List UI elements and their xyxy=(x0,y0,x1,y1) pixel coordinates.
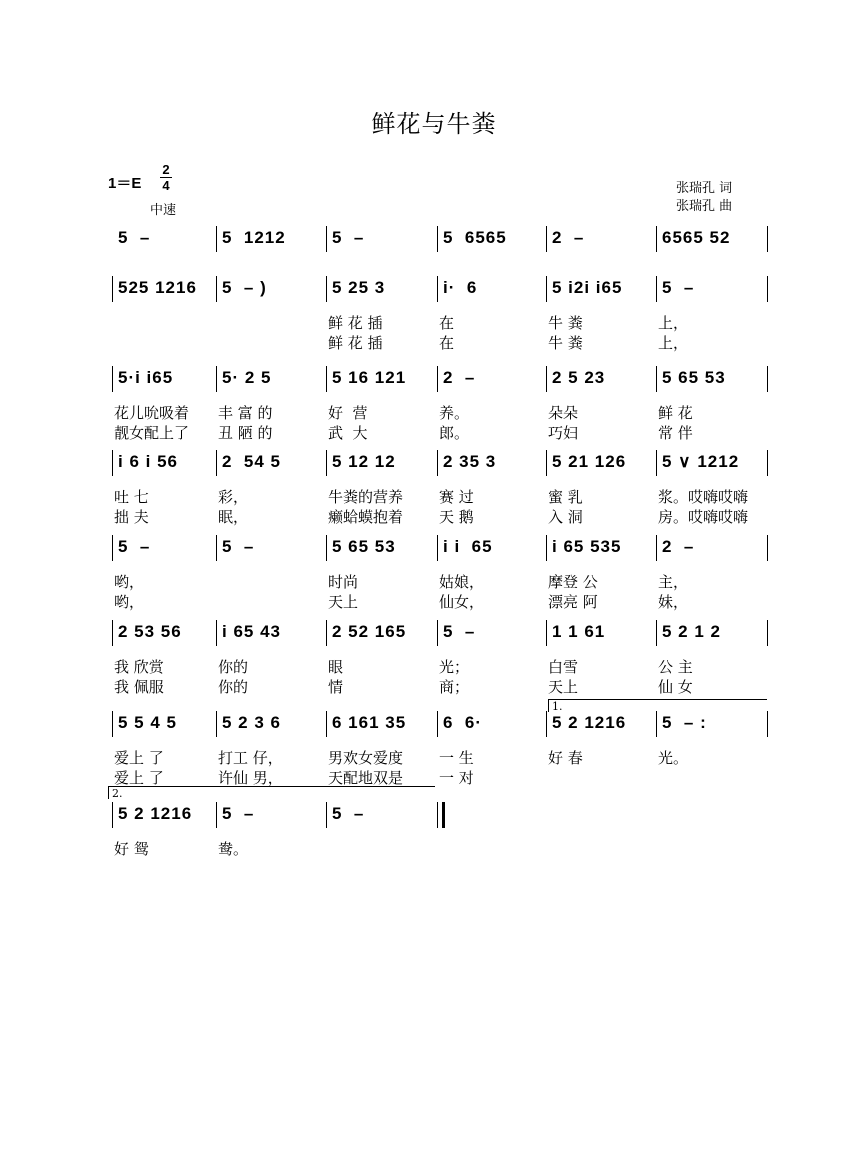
measure-notes: 2 5 23 xyxy=(552,368,606,387)
barline xyxy=(437,366,438,392)
lyric-line: 你的 xyxy=(218,658,249,676)
lyric-line: 上， xyxy=(658,314,689,332)
lyric-line: 丰 富 的 xyxy=(218,404,273,422)
measure-notes: 5 16 121 xyxy=(332,368,407,387)
measure-notes: 5 25 3 xyxy=(332,278,386,297)
barline xyxy=(112,450,113,476)
measure-notes: 5 – xyxy=(332,228,365,247)
lyric-line: 鲜 花 xyxy=(658,404,693,422)
lyric-line: 鸯。 xyxy=(218,840,249,858)
lyric-line: 漂亮 阿 xyxy=(548,593,598,611)
measure-notes: 1 1 61 xyxy=(552,622,606,641)
lyric-line: 主， xyxy=(658,573,689,591)
barline xyxy=(112,276,113,302)
measure-notes: 5 2 1 2 xyxy=(662,622,721,641)
barline xyxy=(437,802,438,828)
measure-notes: 2 – xyxy=(443,368,476,387)
barline xyxy=(546,620,547,646)
lyric-line: 牛粪的营养 xyxy=(328,488,404,506)
measure-notes: i 6 i 56 xyxy=(118,452,178,471)
barline xyxy=(326,535,327,561)
barline xyxy=(216,226,217,252)
barline xyxy=(216,620,217,646)
barline xyxy=(437,711,438,737)
barline xyxy=(326,276,327,302)
barline xyxy=(767,366,768,392)
lyric-line: 眠， xyxy=(218,508,249,526)
lyric-line: 蜜 乳 xyxy=(548,488,583,506)
lyric-line: 房。哎嗨哎嗨 xyxy=(658,508,749,526)
barline xyxy=(112,366,113,392)
barline xyxy=(437,276,438,302)
lyric-line: 花儿吮吸着 xyxy=(114,404,190,422)
barline xyxy=(767,276,768,302)
lyric-line: 眼 xyxy=(328,658,344,676)
barline xyxy=(546,226,547,252)
measure-notes: 5 i2i i65 xyxy=(552,278,623,297)
lyric-line: 公 主 xyxy=(658,658,693,676)
song-title: 鲜花与牛粪 xyxy=(371,110,497,138)
barline xyxy=(112,802,113,828)
lyric-line: 白雪 xyxy=(548,658,579,676)
lyric-line: 时尚 xyxy=(328,573,359,591)
lyric-line: 妹， xyxy=(658,593,689,611)
lyric-line: 好 春 xyxy=(548,749,583,767)
barline xyxy=(326,802,327,828)
barline xyxy=(767,226,768,252)
barline xyxy=(216,366,217,392)
measure-notes: 5 2 1216 xyxy=(118,804,193,823)
measure-notes: 5 – xyxy=(222,537,255,556)
measure-notes: i 65 43 xyxy=(222,622,281,641)
barline xyxy=(656,535,657,561)
lyric-line: 赛 过 xyxy=(439,488,474,506)
barline xyxy=(656,711,657,737)
lyric-line: 我 佩服 xyxy=(114,678,164,696)
lyric-line: 仙 女 xyxy=(658,678,693,696)
barline xyxy=(767,620,768,646)
lyric-line: 商； xyxy=(439,678,470,696)
measure-notes: 5 65 53 xyxy=(662,368,726,387)
volta-label: 1. xyxy=(552,700,563,713)
measure-notes: 5 – xyxy=(332,804,365,823)
barline xyxy=(656,276,657,302)
lyric-line: 仙女， xyxy=(439,593,485,611)
measure-notes: 5 – : xyxy=(662,713,707,732)
barline xyxy=(326,711,327,737)
measure-notes: 6565 52 xyxy=(662,228,731,247)
barline xyxy=(216,450,217,476)
measure-notes: 2 – xyxy=(552,228,585,247)
barline xyxy=(546,535,547,561)
lyric-line: 丑 陋 的 xyxy=(218,424,273,442)
measure-notes: 5 1212 xyxy=(222,228,286,247)
barline xyxy=(546,366,547,392)
barline xyxy=(326,366,327,392)
measure-notes: 5 2 1216 xyxy=(552,713,627,732)
lyric-line: 光。 xyxy=(658,749,689,767)
measure-notes: 5 – xyxy=(118,537,151,556)
time-signature-bottom: 4 xyxy=(162,178,170,193)
tempo-marking: 中速 xyxy=(150,203,177,218)
measure-notes: 525 1216 xyxy=(118,278,197,297)
measure-notes: i 65 535 xyxy=(552,537,622,556)
measure-notes: 5 12 12 xyxy=(332,452,396,471)
lyric-line: 牛 粪 xyxy=(548,314,583,332)
lyric-line: 爱上 了 xyxy=(114,749,164,767)
barline xyxy=(767,535,768,561)
barline xyxy=(112,535,113,561)
barline xyxy=(437,450,438,476)
barline xyxy=(546,276,547,302)
lyric-line: 拙 夫 xyxy=(114,508,149,526)
barline xyxy=(216,535,217,561)
lyric-line: 哟， xyxy=(114,573,145,591)
lyric-line: 常 伴 xyxy=(658,424,693,442)
lyric-line: 好 营 xyxy=(328,404,368,422)
measure-notes: 6 6· xyxy=(443,713,483,732)
measure-notes: 5 – xyxy=(443,622,476,641)
lyric-line: 入 洞 xyxy=(548,508,583,526)
measure-notes: 2 – xyxy=(662,537,695,556)
lyric-line: 鲜 花 插 xyxy=(328,314,383,332)
lyric-line: 姑娘， xyxy=(439,573,485,591)
lyric-line: 朵朵 xyxy=(548,404,579,422)
lyric-line: 哟， xyxy=(114,593,145,611)
measure-notes: 5 21 126 xyxy=(552,452,627,471)
lyric-line: 巧妇 xyxy=(548,424,579,442)
key-signature: 1＝E xyxy=(108,175,142,192)
lyric-line: 上， xyxy=(658,334,689,352)
barline xyxy=(326,450,327,476)
barline xyxy=(546,711,547,737)
lyric-line: 许仙 男， xyxy=(218,769,283,787)
lyric-line: 好 鸳 xyxy=(114,840,149,858)
barline xyxy=(437,620,438,646)
barline xyxy=(656,620,657,646)
measure-notes: 5 – xyxy=(222,804,255,823)
lyric-line: 情 xyxy=(328,678,344,696)
measure-notes: 2 54 5 xyxy=(222,452,281,471)
barline xyxy=(767,450,768,476)
measure-notes: 2 52 165 xyxy=(332,622,407,641)
lyric-line: 摩登 公 xyxy=(548,573,598,591)
lyric-line: 在 xyxy=(439,314,455,332)
barline xyxy=(767,711,768,737)
lyric-line: 男欢女爱度 xyxy=(328,749,404,767)
measure-notes: 5 – ) xyxy=(222,278,267,297)
lyric-line: 郎。 xyxy=(439,424,470,442)
measure-notes: 5 2 3 6 xyxy=(222,713,281,732)
lyricist-credit: 张瑞孔 词 xyxy=(676,181,733,196)
barline xyxy=(437,226,438,252)
lyric-line: 在 xyxy=(439,334,455,352)
lyric-line: 你的 xyxy=(218,678,249,696)
barline xyxy=(656,366,657,392)
barline xyxy=(546,450,547,476)
barline xyxy=(656,450,657,476)
barline xyxy=(437,535,438,561)
measure-notes: 5 – xyxy=(662,278,695,297)
lyric-line: 鲜 花 插 xyxy=(328,334,383,352)
measure-notes: 5 – xyxy=(118,228,151,247)
second-ending-bracket xyxy=(108,786,435,799)
lyric-line: 一 对 xyxy=(439,769,474,787)
measure-notes: i i 65 xyxy=(443,537,493,556)
first-ending-bracket xyxy=(548,699,767,712)
measure-notes: 6 161 35 xyxy=(332,713,407,732)
measure-notes: 5 5 4 5 xyxy=(118,713,177,732)
lyric-line: 养。 xyxy=(439,404,470,422)
measure-notes: 5·i i65 xyxy=(118,368,174,387)
final-barline xyxy=(442,802,445,828)
lyric-line: 彩， xyxy=(218,488,249,506)
barline xyxy=(216,276,217,302)
barline xyxy=(216,802,217,828)
measure-notes: 2 53 56 xyxy=(118,622,182,641)
measure-notes: 2 35 3 xyxy=(443,452,497,471)
lyric-line: 癞蛤蟆抱着 xyxy=(328,508,404,526)
barline xyxy=(656,226,657,252)
measure-notes: 5 ∨ 1212 xyxy=(662,452,740,471)
lyric-line: 吐 七 xyxy=(114,488,149,506)
lyric-line: 靓女配上了 xyxy=(114,424,190,442)
barline xyxy=(112,620,113,646)
lyric-line: 天上 xyxy=(328,593,359,611)
volta-label: 2. xyxy=(112,787,123,800)
measure-notes: i· 6 xyxy=(443,278,478,297)
time-signature-top: 2 xyxy=(162,162,170,177)
lyric-line: 浆。哎嗨哎嗨 xyxy=(658,488,749,506)
lyric-line: 天 鹅 xyxy=(439,508,474,526)
lyric-line: 天上 xyxy=(548,678,579,696)
time-signature xyxy=(160,163,172,192)
barline xyxy=(112,711,113,737)
measure-notes: 5 6565 xyxy=(443,228,507,247)
lyric-line: 打工 仔， xyxy=(218,749,283,767)
composer-credit: 张瑞孔 曲 xyxy=(676,199,733,214)
barline xyxy=(326,226,327,252)
lyric-line: 光； xyxy=(439,658,470,676)
lyric-line: 一 生 xyxy=(439,749,474,767)
measure-notes: 5· 2 5 xyxy=(222,368,272,387)
lyric-line: 天配地双是 xyxy=(328,769,404,787)
lyric-line: 武 大 xyxy=(328,424,368,442)
barline xyxy=(326,620,327,646)
lyric-line: 牛 粪 xyxy=(548,334,583,352)
measure-notes: 5 65 53 xyxy=(332,537,396,556)
lyric-line: 我 欣赏 xyxy=(114,658,164,676)
lyric-line: 爱上 了 xyxy=(114,769,164,787)
barline xyxy=(216,711,217,737)
